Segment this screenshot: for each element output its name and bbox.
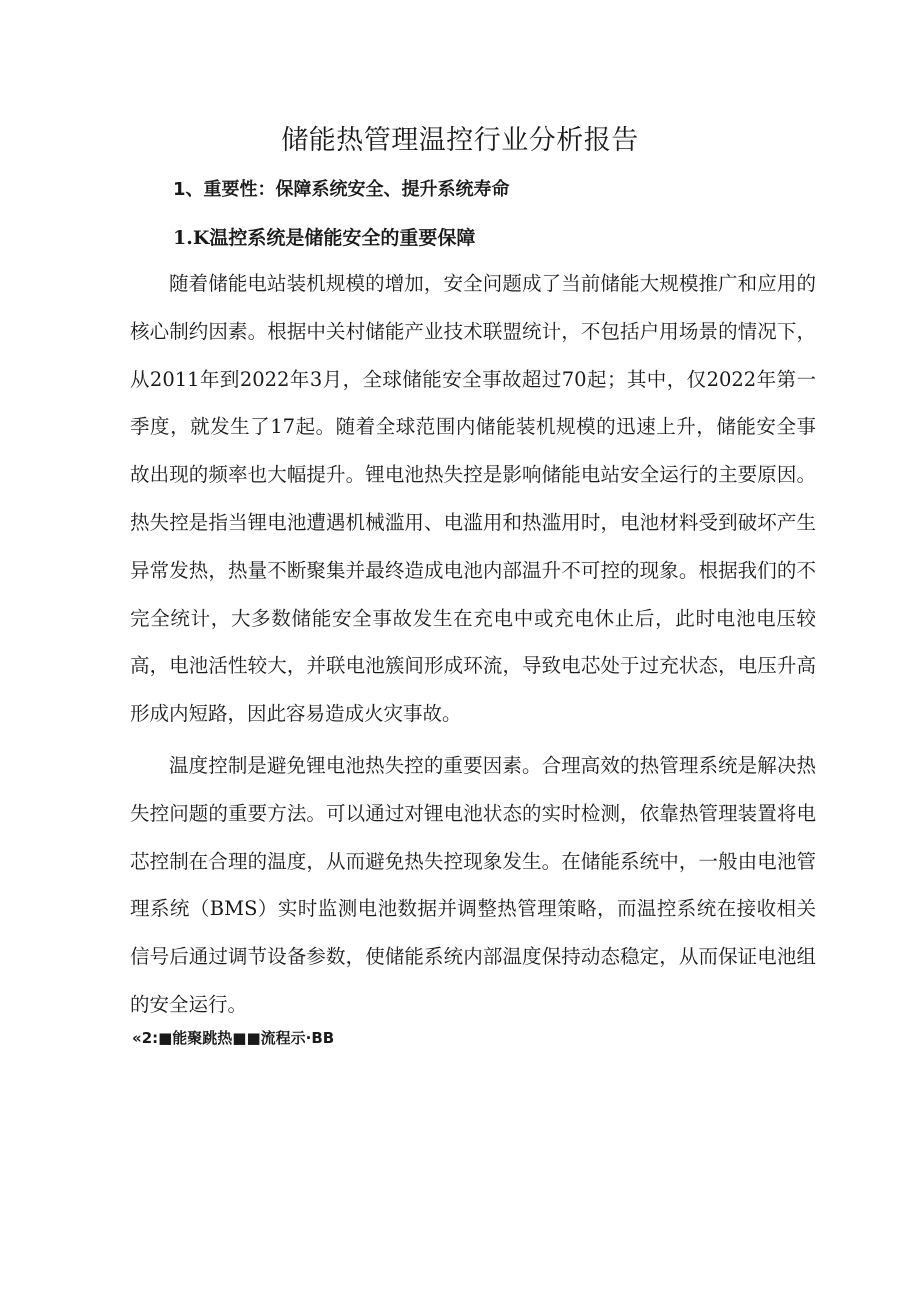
subsection-heading: 1.K温控系统是储能安全的重要保障 (173, 227, 476, 249)
body-paragraph: 随着储能电站装机规模的增加，安全问题成了当前储能大规模推广和应用的核心制约因素。根据中关村储能产业技术联盟统计，不包括户用场景的情况下，从2011年到2022年3月，全球储能安全事故超过70起；其中，仅2022年第一季度，就发生了17起。随着全球范围内储能装机规模的迅速上升，储能安全事故出现的频率也大幅提升。锂电池热失控是影响储能电站安全运行的主要原因。热失控是指当锂电池遭遇机械滥用、电滥用和热滥用时，电池材料受到破坏产生异常发热，热量不断聚集并最终造成电池内部温升不可控的现象。根据我们的不完全统计，大多数储能安全事故发生在充电中或充电休止后，此时电池电压较高，电池活性较大，并联电池簇间形成环流，导致电芯处于过充状态，电压升高形成内短路，因此容易造成火灾事故。 (130, 272, 816, 726)
figure-caption: «2:■能聚跳热■■流程示·BB (132, 1029, 335, 1047)
section-heading: 1、重要性：保障系统安全、提升系统寿命 (173, 179, 510, 200)
document-title: 储能热管理温控行业分析报告 (281, 125, 639, 156)
body-paragraph: 温度控制是避免锂电池热失控的重要因素。合理高效的热管理系统是解决热失控问题的重要方法。可以通过对锂电池状态的实时检测，依靠热管理装置将电芯控制在合理的温度，从而避免热失控现象发生。在储能系统中，一般由电池管理系统（BMS）实时监测电池数据并调整热管理策略，而温控系统在接收相关信号后通过调节设备参数，使储能系统内部温度保持动态稳定，从而保证电池组的安全运行。 (130, 754, 816, 1016)
